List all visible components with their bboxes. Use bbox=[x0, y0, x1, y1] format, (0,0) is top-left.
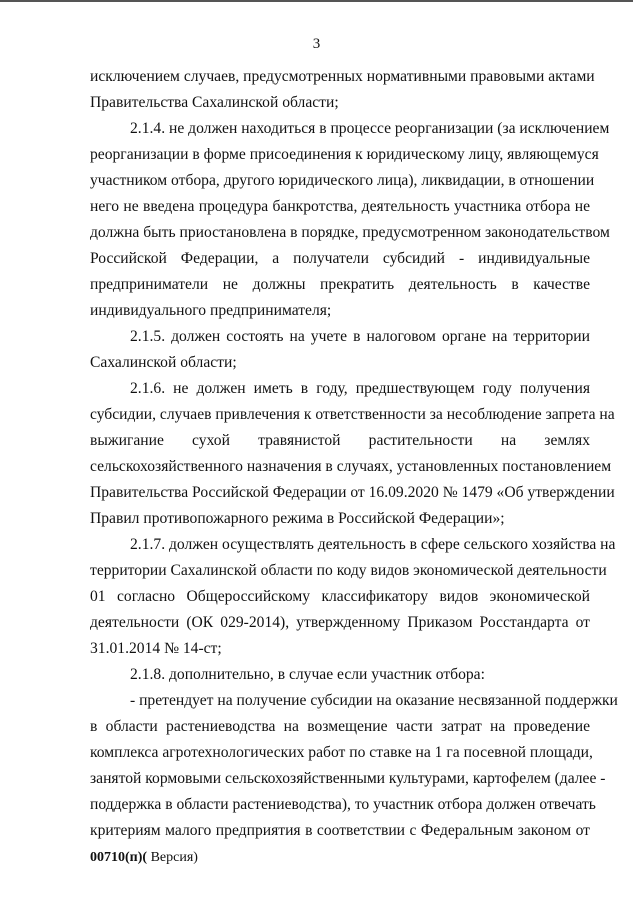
text-line: 2.1.5. должен состоять на учете в налоговом органе на территории bbox=[130, 328, 590, 345]
text-line: критериям малого предприятия в соответствии с Федеральным законом от bbox=[90, 822, 590, 839]
text-line: Российской Федерации, а получатели субсидий - индивидуальные bbox=[90, 250, 590, 267]
footer-code: 00710(п)( bbox=[90, 850, 148, 865]
text-line: комплекса агротехнологических работ по ставке на 1 га посевной площади, bbox=[90, 744, 593, 761]
text-line: 31.01.2014 № 14-ст; bbox=[90, 640, 222, 657]
text-line: Сахалинской области; bbox=[90, 354, 237, 371]
text-line: - претендует на получение субсидии на оказание несвязанной поддержки bbox=[130, 692, 618, 709]
text-line: 2.1.6. не должен иметь в году, предшествующем году получения bbox=[130, 380, 590, 397]
text-line: 2.1.8. дополнительно, в случае если участник отбора: bbox=[130, 666, 485, 683]
text-line: реорганизации в форме присоединения к юридическому лицу, являющемуся bbox=[90, 146, 599, 163]
text-line: 2.1.7. должен осуществлять деятельность в сфере сельского хозяйства на bbox=[130, 536, 616, 553]
text-line: поддержка в области растениеводства), то участник отбора должен отвечать bbox=[90, 796, 596, 813]
text-line: Правил противопожарного режима в Российской Федерации»; bbox=[90, 510, 505, 527]
text-line: исключением случаев, предусмотренных нормативными правовыми актами bbox=[90, 68, 595, 85]
text-line: выжигание сухой травянистой растительности на землях bbox=[90, 432, 590, 449]
text-line: предприниматели не должны прекратить деятельность в качестве bbox=[90, 276, 590, 293]
text-line: деятельности (ОК 029-2014), утвержденному Приказом Росстандарта от bbox=[90, 614, 590, 631]
text-line: в области растениеводства на возмещение части затрат на проведение bbox=[90, 718, 590, 735]
text-line: Правительства Российской Федерации от 16.09.2020 № 1479 «Об утверждении bbox=[90, 484, 615, 501]
text-line: должна быть приостановлена в порядке, предусмотренном законодательством bbox=[90, 224, 610, 241]
scan-edge-line bbox=[0, 0, 633, 2]
document-body bbox=[90, 64, 618, 844]
text-line: 01 согласно Общероссийскому классификатору видов экономической bbox=[90, 588, 590, 605]
text-line: Правительства Сахалинской области; bbox=[90, 94, 339, 111]
text-line: индивидуального предпринимателя; bbox=[90, 302, 332, 319]
text-line: занятой кормовыми сельскохозяйственными культурами, картофелем (далее - bbox=[90, 770, 606, 787]
text-line: субсидии, случаев привлечения к ответственности за несоблюдение запрета на bbox=[90, 406, 615, 423]
text-line: него не введена процедура банкротства, деятельность участника отбора не bbox=[90, 198, 590, 215]
document-footer bbox=[90, 850, 198, 866]
text-line: участником отбора, другого юридического лица), ликвидации, в отношении bbox=[90, 172, 595, 189]
page-number: 3 bbox=[312, 36, 321, 52]
text-line: сельскохозяйственного назначения в случаях, установленных постановлением bbox=[90, 458, 612, 475]
text-line: 2.1.4. не должен находиться в процессе реорганизации (за исключением bbox=[130, 120, 610, 137]
text-line: территории Сахалинской области по коду видов экономической деятельности bbox=[90, 562, 607, 579]
footer-version: Версия) bbox=[147, 850, 198, 865]
